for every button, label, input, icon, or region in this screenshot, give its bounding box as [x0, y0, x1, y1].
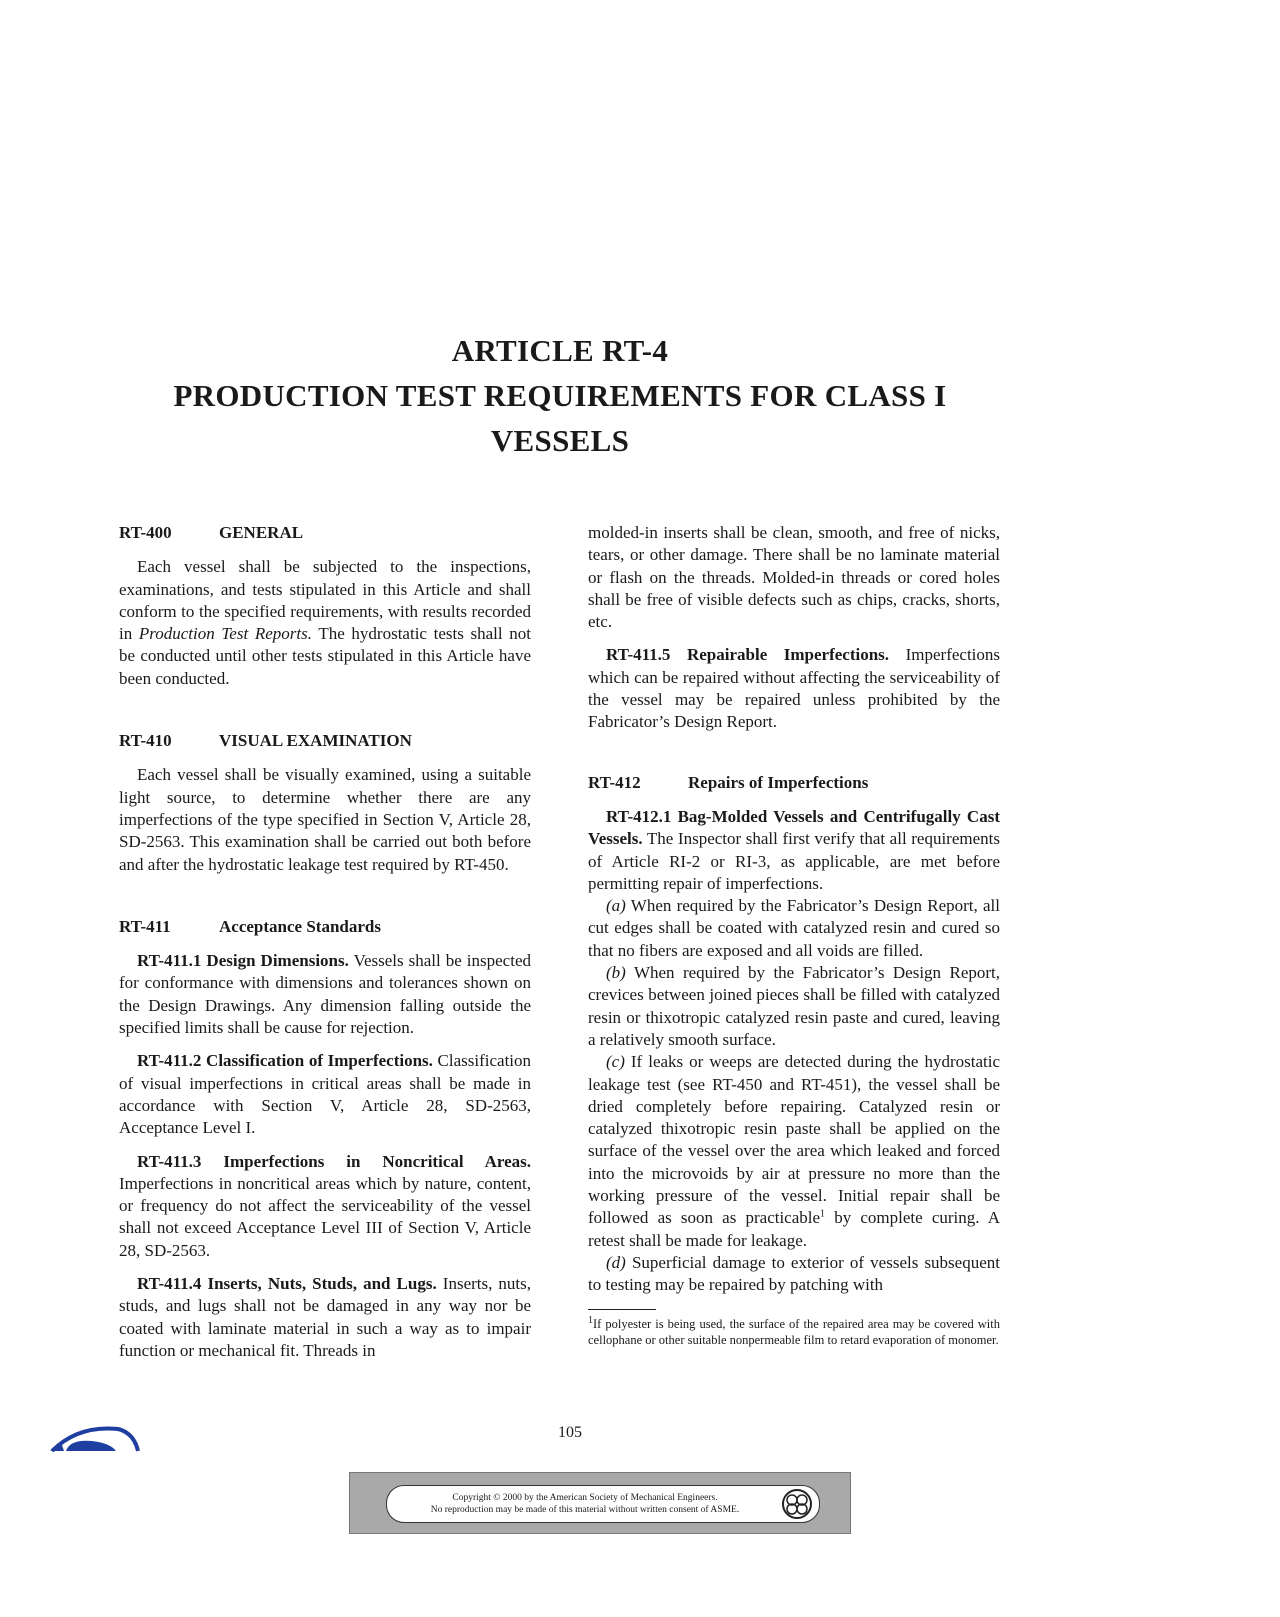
section-heading-rt400: RT-400 GENERAL: [119, 523, 304, 542]
paragraph-visual-examination: Each vessel shall be visually examined, using a suitable light source, to determine whether there are any imperfections of the type specified in Section V, Article 28, SD-2563. This examination shall be carried out both before and after the hydrostatic leakage test required by RT-450.: [119, 765, 531, 874]
paragraph-item-d: (d) Superficial damage to exterior of vessels subsequent to testing may be repaired by patching with: [588, 1252, 1000, 1295]
paragraph-general: Each vessel shall be subjected to the inspections, examinations, and tests stipulated in this Article and shall conform to the specified requirements, with results recorded in Production Test Reports. The hydrostatic tests shall not be conducted until other tests stipulated in this Article have been conducted.: [119, 557, 531, 688]
footnote-ref: 1: [820, 1208, 826, 1220]
footnote-rule: [588, 1309, 656, 1310]
article-title: [110, 328, 1010, 463]
paragraph-continuation: molded-in inserts shall be clean, smooth, and free of nicks, tears, or other damage. There shall be no laminate material or flash on the threads. Molded-in threads or cored holes shall be free of visible defects such as chips, cracks, shorts, etc.: [588, 523, 1000, 632]
section-heading-rt412: RT-412 Repairs of Imperfections: [588, 772, 869, 792]
section-heading-rt410: RT-410 VISUAL EXAMINATION: [119, 731, 412, 751]
paragraph-item-c: (c) If leaks or weeps are detected during the hydrostatic leakage test (see RT-450 and RT-451), the vessel shall be dried completely before repairing. Catalyzed resin or catalyzed thixotropic resin paste shall be applied on the surface of the vessel over the area which leaked and forced into the microvoids by air at pressure no more than the working pressure of the vessel. Initial repair shall be followed as soon as practicable$^1$ by complete curing. A retest shall be made for leakage.: [588, 1052, 1000, 1250]
section-heading-rt411: RT-411 Acceptance Standards: [119, 916, 381, 936]
paragraph-rt411-3: RT-411.3 Imperfections in Noncritical Areas. Imperfections in noncritical areas which by nature, content, or frequency do not affect the serviceability of the vessel shall not exceed Acceptance Level III of Section V, Article 28, SD-2563.: [119, 1151, 531, 1260]
copyright-line2: No reproduction may be made of this material without written consent of ASME.: [430, 1505, 740, 1515]
article-heading-line1: PRODUCTION TEST REQUIREMENTS FOR CLASS I: [173, 378, 947, 413]
paragraph-rt411-5: RT-411.5 Repairable Imperfections. Imperfections which can be repaired without affecting the serviceability of the vessel may be repaired unless prohibited by the Fabricator’s Design Report.: [588, 645, 1001, 732]
copyright-banner: [349, 1472, 851, 1534]
copyright-line1: Copyright © 2000 by the American Society of Mechanical Engineers.: [452, 1493, 718, 1503]
article-heading-line2: VESSELS: [490, 423, 630, 458]
paragraph-item-b: (b) When required by the Fabricator’s Design Report, crevices between joined pieces shall be filled with catalyzed resin or thixotropic catalyzed resin paste and cured, leaving a relatively smooth surface.: [588, 963, 1000, 1049]
article-number: ARTICLE RT-4: [451, 333, 669, 368]
paragraph-rt411-4: RT-411.4 Inserts, Nuts, Studs, and Lugs. Inserts, nuts, studs, and lugs shall not be damaged in any way nor be coated with laminate material in such a way as to impair function or mechanical fit. Threads in: [119, 1274, 532, 1360]
paragraph-rt412-1: RT-412.1 Bag-Molded Vessels and Centrifugally Cast Vessels. The Inspector shall first verify that all requirements of Article RI-2 or RI-3, as applicable, are met before permitting repair of imperfections.: [588, 806, 1000, 893]
paragraph-rt411-1: RT-411.1 Design Dimensions. Vessels shall be inspected for conformance with dimensions and tolerances shown on the Design Drawings. Any dimension falling outside the specified limits shall be cause for rejection.: [119, 951, 531, 1038]
left-column: [119, 522, 531, 1362]
asme-seal-icon: [781, 1488, 813, 1520]
page-number: 105: [558, 1424, 582, 1441]
asme-logo-icon: [48, 1423, 140, 1453]
paragraph-rt411-2: RT-411.2 Classification of Imperfections. Classification of visual imperfections in critical areas shall be made in accordance with Section V, Article 28, SD-2563, Acceptance Level I.: [119, 1051, 532, 1138]
paragraph-item-a: (a) When required by the Fabricator’s Design Report, all cut edges shall be coated with catalyzed resin and cured so that no fibers are exposed and all voids are filled.: [588, 896, 1000, 960]
footnote: $^1$If polyester is being used, the surface of the repaired area may be covered with cellophane or other suitable nonpermeable film to retard evaporation of monomer.: [588, 1314, 1000, 1347]
right-column: [588, 522, 1000, 1348]
